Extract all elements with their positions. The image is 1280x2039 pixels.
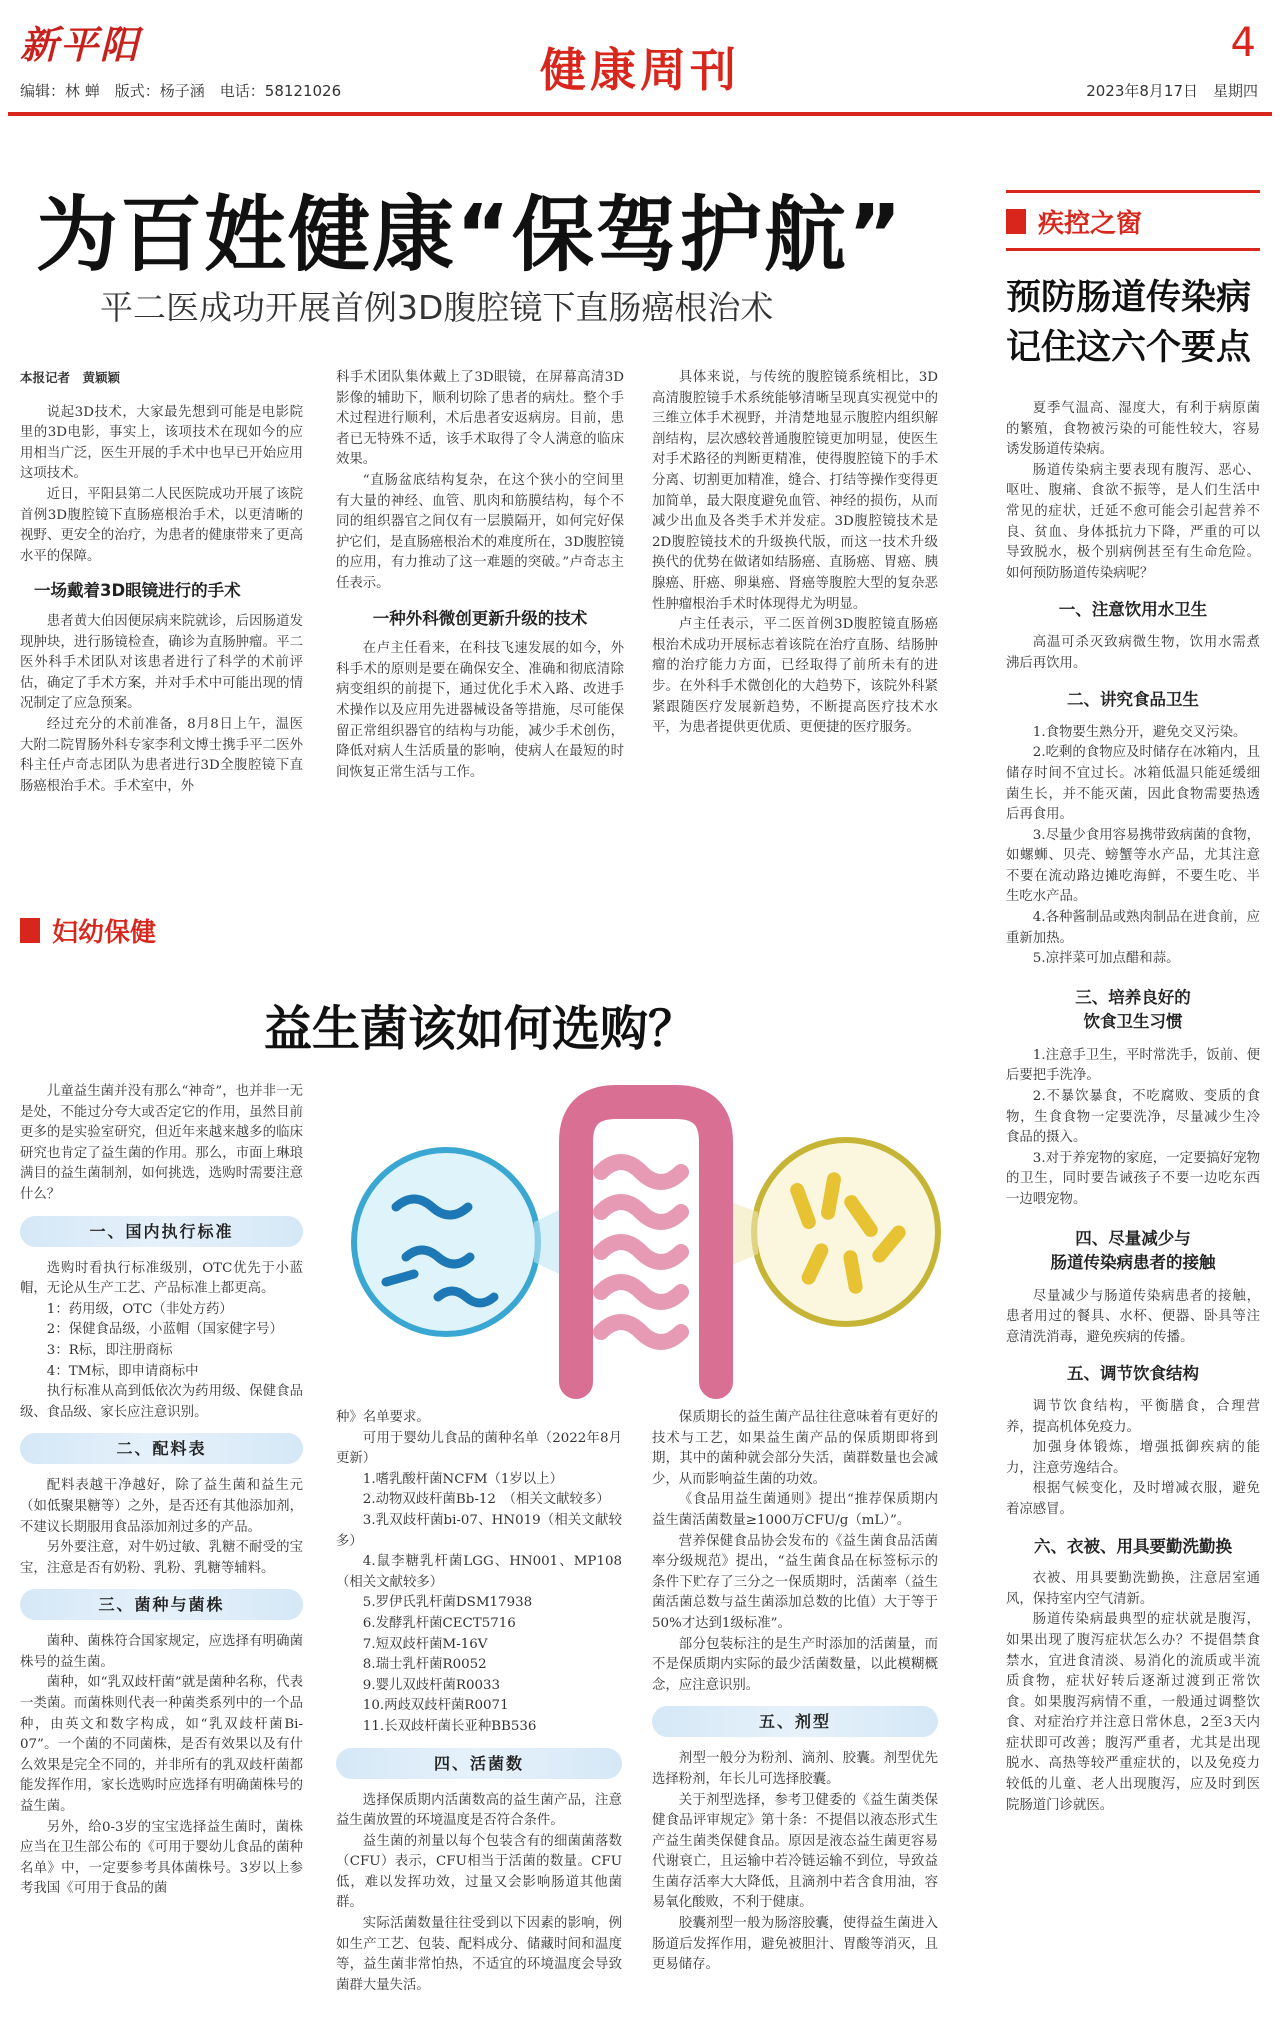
sidebar-heading-3-line-1: 三、培养良好的 bbox=[1075, 987, 1191, 1007]
sidebar-heading-5: 五、调节饮食结构 bbox=[1067, 1364, 1199, 1384]
masthead-rule bbox=[8, 112, 1272, 116]
section-marker bbox=[20, 918, 40, 943]
probiotic-heading-5: 五、剂型 bbox=[652, 1706, 938, 1737]
probiotic-heading-3: 三、菌种与菌株 bbox=[20, 1589, 303, 1620]
sidebar-paragraph: 调节饮食结构，平衡膳食，合理营养，提高机体免疫力。 bbox=[1006, 1398, 1260, 1435]
probiotic-paragraph: 胶囊剂型一般为肠溶胶囊，使得益生菌进入肠道后发挥作用，避免被胆汁、胃酸等消灭，且更易储存。 bbox=[652, 1916, 938, 1973]
sidebar-paragraph: 肠道传染病主要表现有腹泻、恶心、呕吐、腹痛、食欲不振等，是人们生活中常见的症状，迁延不愈可能会引起营养不良、贫血、身体抵抗力下降，严重的可以导致脱水，极个别病例甚至有生命危险。如何预防肠道传染病呢？ bbox=[1006, 462, 1260, 581]
intestine-graphic bbox=[346, 1082, 946, 1402]
sidebar-heading-3 bbox=[1006, 986, 1260, 1034]
strain-item: 8.瑞士乳杆菌R0052 bbox=[362, 1657, 487, 1673]
lead-paragraph: 具体来说，与传统的腹腔镜系统相比，3D高清腹腔镜手术系统能够清晰呈现真实视觉中的三维立体手术视野，并清楚地显示腹腔内组织解剖结构，层次感较普通腹腔镜更加明显，使医生对手术路径的判断更精准，使得腹腔镜下的手术分离、切割更加精准，缝合、打结等操作变得更加简单，最大限度避免血管、神经的损伤，从而减少出血及各类手术并发症。3D腹腔镜技术是2D腹腔镜技术的升级换代版，而这一技术升级换代的优势在做诸如结肠癌、直肠癌、胃癌、胰腺癌、肝癌、卵巢癌、肾癌等腹腔大型的复杂恶性肿瘤根治手术时体现得尤为明显。 bbox=[652, 370, 938, 612]
probiotic-heading-4: 四、活菌数 bbox=[336, 1748, 622, 1779]
probiotic-paragraph: 《食品用益生菌通则》提出“推荐保质期内益生菌活菌数量≥1000万CFU/g（mL）”。 bbox=[652, 1492, 938, 1528]
lead-column-2 bbox=[336, 368, 624, 783]
sidebar-paragraph: 1.食物要生熟分开，避免交叉污染。 bbox=[1032, 724, 1247, 740]
probiotic-paragraph: 关于剂型选择，参考卫健委的《益生菌类保健食品评审规定》第十条：不提倡以液态形式生产益生菌类保健食品。原因是液态益生菌更容易代谢衰亡，且运输中若冷链运输不到位，导致益生菌存活率大大降低，且滴剂中若含食用油，容易氧化酸败，不利于健康。 bbox=[652, 1792, 938, 1911]
sidebar-paragraph: 夏季气温高、湿度大，有利于病原菌的繁殖，食物被污染的可能性较大，容易诱发肠道传染病。 bbox=[1006, 401, 1260, 458]
strain-item: 2.动物双歧杆菌Bb-12 （相关文献较多） bbox=[362, 1492, 610, 1508]
gut-bacteria-illustration bbox=[346, 1082, 946, 1402]
lead-paragraph: 说起3D技术，大家最先想到可能是电影院里的3D电影，事实上，该项技术在现如今的应用相当广泛，医生开展的手术中也早已开始应用这项技术。 bbox=[20, 404, 303, 482]
sidebar-mid-rule bbox=[1006, 248, 1260, 251]
sidebar-paragraph: 2.吃剩的食物应及时储存在冰箱内，且储存时间不宜过长。冰箱低温只能延缓细菌生长，并不能灭菌，因此食物需要热透后再食用。 bbox=[1006, 745, 1260, 823]
sidebar-paragraph: 3.尽量少食用容易携带致病菌的食物，如螺蛳、贝壳、螃蟹等水产品，尤其注意不要在流动路边摊吃海鲜，不要生吃、半生吃水产品。 bbox=[1006, 827, 1260, 905]
sidebar-paragraph: 4.各种酱制品或熟肉制品在进食前，应重新加热。 bbox=[1006, 910, 1260, 946]
strain-item: 7.短双歧杆菌M-16V bbox=[362, 1636, 488, 1652]
sidebar-heading-4-line-1: 四、尽量减少与 bbox=[1075, 1228, 1191, 1248]
sidebar-heading-6: 六、衣被、用具要勤洗勤换 bbox=[1034, 1536, 1232, 1556]
probiotic-paragraph: 可用于婴幼儿食品的菌种名单（2022年8月更新） bbox=[336, 1430, 622, 1467]
probiotic-paragraph: 配料表越干净越好，除了益生菌和益生元（如低聚果糖等）之外，是否还有其他添加剂，不建议长期服用食品添加剂过多的产品。 bbox=[20, 1478, 303, 1535]
sidebar-paragraph: 高温可杀灭致病微生物，饮用水需煮沸后再饮用。 bbox=[1006, 634, 1260, 671]
sidebar-paragraph: 根据气候变化，及时增减衣服，避免着凉感冒。 bbox=[1006, 1481, 1260, 1517]
probiotic-section-title: 妇幼保健 bbox=[52, 918, 157, 948]
probiotic-column-1 bbox=[20, 1082, 303, 1900]
bacteria-circle-left bbox=[354, 1150, 538, 1334]
probiotic-paragraph: 益生菌的剂量以每个包装含有的细菌菌落数（CFU）表示，CFU相当于活菌的数量。CFU低，难以发挥功效，过量又会影响肠道其他菌群。 bbox=[336, 1833, 622, 1911]
probiotic-paragraph: 执行标准从高到低依次为药用级、保健食品级、食品级、家长应注意识别。 bbox=[20, 1384, 303, 1420]
section-marker bbox=[1006, 209, 1026, 234]
probiotic-paragraph: 菌种，如“乳双歧杆菌”就是菌种名称，代表一类菌。而菌株则代表一种菌类系列中的一个品种，由英文和数字构成，如“乳双歧杆菌Bi-07”。一个菌的不同菌株，是否有效果以及有什么效果是完全不同的，并非所有的乳双歧杆菌都能发挥作用，家长选购时应选择有明确菌株号的益生菌。 bbox=[20, 1675, 303, 1815]
lead-subhead-2: 一种外科微创更新升级的技术 bbox=[372, 608, 588, 628]
lead-paragraph: 经过充分的术前准备，8月8日上午，温医大附二院胃肠外科专家李利文博士携手平二医外科主任卢奇志团队为患者进行3D全腹腔镜下直肠癌根治手术。手术室中，外 bbox=[20, 716, 303, 794]
probiotic-paragraph: 4：TM标，即申请商标中 bbox=[46, 1363, 199, 1379]
probiotic-paragraph: 另外要注意，对牛奶过敏、乳糖不耐受的宝宝，注意是否有奶粉、乳粉、乳糖等辅料。 bbox=[20, 1540, 303, 1576]
sidebar-paragraph: 5.凉拌菜可加点醋和蒜。 bbox=[1032, 951, 1180, 967]
sidebar-title-1: 预防肠道传染病 bbox=[1006, 278, 1252, 318]
probiotic-paragraph: 1：药用级，OTC（非处方药） bbox=[46, 1301, 233, 1317]
probiotic-paragraph: 选择保质期内活菌数高的益生菌产品，注意益生菌放置的环境温度是否符合条件。 bbox=[336, 1792, 622, 1829]
issue-date: 2023年8月17日 星期四 bbox=[1086, 82, 1258, 100]
probiotic-paragraph: 2：保健食品级，小蓝帽（国家健字号） bbox=[46, 1322, 283, 1338]
probiotic-heading-1: 一、国内执行标准 bbox=[20, 1216, 303, 1247]
small-intestine bbox=[601, 1162, 681, 1342]
lead-paragraph: 在卢主任看来，在科技飞速发展的如今，外科手术的原则是要在确保安全、准确和彻底清除病变组织的前提下，通过优化手术入路、改进手术操作以及应用先进器械设备等措施，尽可能保留正常组织器官的结构与功能，减少手术创伤，降低对病人生活质量的影响，使病人在最短的时间恢复正常生活与工作。 bbox=[336, 641, 624, 780]
lead-column-3 bbox=[652, 368, 938, 739]
section-masthead: 健康周刊 bbox=[540, 43, 740, 97]
strain-item: 6.发酵乳杆菌CECT5716 bbox=[362, 1615, 516, 1631]
paper-name: 新平阳 bbox=[20, 22, 141, 67]
sidebar-section-header bbox=[1006, 193, 1260, 248]
probiotic-paragraph: 另外，给0-3岁的宝宝选择益生菌时，菌株应当在卫生部公布的《可用于婴幼儿食品的菌种名单》中，一定要参考具体菌株号。3岁以上参考我国《可用于食品的菌 bbox=[20, 1819, 303, 1897]
lead-paragraph: 患者黄大伯因便尿病来院就诊，后因肠道发现肿块，进行肠镜检查，确诊为直肠肿瘤。平二医外科手术团队对该患者进行了科学的术前评估，确定了手术方案，并对手术中可能出现的情况制定了应急预案。 bbox=[20, 613, 303, 712]
editor-line: 编辑：林 蝉 版式：杨子涵 电话：58121026 bbox=[20, 82, 342, 100]
sidebar-paragraph: 肠道传染病最典型的症状就是腹泻，如果出现了腹泻症状怎么办？不提倡禁食禁水，宜进食清淡、易消化的流质或半流质食物，症状好转后逐渐过渡到正常饮食。如果腹泻病情不重，一般通过调整饮食、对症治疗并注意日常休息，2至3天内症状即可改善；腹泻严重者，尤其是出现脱水、高热等较严重症状的，以及免疫力较低的儿童、老人出现腹泻，应及时到医院肠道门诊就医。 bbox=[1006, 1612, 1260, 1813]
lead-subhead-1: 一场戴着3D眼镜进行的手术 bbox=[34, 581, 241, 601]
lead-paragraph: 科手术团队集体戴上了3D眼镜，在屏幕高清3D影像的辅助下，顺利切除了患者的病灶。整个手术过程进行顺利，术后患者安返病房。目前，患者已无特殊不适，该手术取得了令人满意的临床效果。 bbox=[336, 370, 624, 468]
lead-column-1 bbox=[20, 368, 303, 797]
lead-paragraph: 卢主任表示，平二医首例3D腹腔镜直肠癌根治术成功开展标志着该院在治疗直肠、结肠肿瘤的治疗能力方面，已经取得了前所未有的进步。在外科手术微创化的大趋势下，该院外科紧紧跟随医疗发展新趋势，不断提高医疗技术水平，为患者提供更优质、更便捷的医疗服务。 bbox=[652, 617, 938, 736]
probiotic-paragraph: 实际活菌数量往往受到以下因素的影响，例如生产工艺、包装、配料成分、储藏时间和温度等，益生菌非常怕热，不适宜的环境温度会导致菌群大量失活。 bbox=[336, 1916, 622, 1993]
probiotic-paragraph: 种》名单要求。 bbox=[336, 1410, 430, 1425]
sidebar-paragraph: 2.不暴饮暴食，不吃腐败、变质的食物，生食食物一定要洗净，尽量减少生冷食品的摄入。 bbox=[1006, 1089, 1260, 1146]
probiotic-paragraph: 选购时看执行标准级别，OTC优先于小蓝帽，无论从生产工艺、产品标准上都更高。 bbox=[20, 1260, 303, 1297]
lead-headline: 为百姓健康“保驾护航” bbox=[36, 188, 904, 283]
lead-paragraph: “直肠盆底结构复杂，在这个狭小的空间里有大量的神经、血管、肌肉和筋膜结构，每个不同的组织器官之间仅有一层膜隔开，如何完好保护它们，是直肠癌根治术的难度所在，3D腹腔镜的应用，有力推动了这一难题的突破。”卢奇志主任表示。 bbox=[336, 472, 624, 591]
strain-item: 4.鼠李糖乳杆菌LGG、HN001、MP108（相关文献较多） bbox=[336, 1554, 622, 1590]
strain-item: 3.乳双歧杆菌bi-07、HN019（相关文献较多） bbox=[336, 1512, 622, 1549]
sidebar-body bbox=[1006, 399, 1260, 1816]
probiotic-heading-2: 二、配料表 bbox=[20, 1433, 303, 1464]
sidebar-paragraph: 衣被、用具要勤洗勤换，注意居室通风，保持室内空气清新。 bbox=[1006, 1571, 1260, 1607]
probiotic-paragraph: 菌种、菌株符合国家规定，应选择有明确菌株号的益生菌。 bbox=[20, 1634, 303, 1670]
probiotic-paragraph: 营养保健食品协会发布的《益生菌食品活菌率分级规范》提出，“益生菌食品在标签标示的条件下贮存了三分之一保质期时，活菌率（益生菌活菌总数与益生菌添加总数的比值）大于等于50%才达到1级标准”。 bbox=[652, 1533, 938, 1631]
lead-paragraph: 近日，平阳县第二人民医院成功开展了该院首例3D腹腔镜下直肠癌根治手术，以更清晰的视野、更安全的治疗，为患者的健康带来了更高水平的保障。 bbox=[20, 486, 303, 564]
bacteria-circle-right bbox=[754, 1140, 938, 1324]
strain-item: 1.嗜乳酸杆菌NCFM（1岁以上） bbox=[362, 1471, 563, 1487]
probiotic-paragraph: 保质期长的益生菌产品往往意味着有更好的技术与工艺，如果益生菌产品的保质期即将到期，其中的菌种就会部分失活，菌群数量也会减少，从而影响益生菌的功效。 bbox=[652, 1410, 938, 1487]
lead-subheadline: 平二医成功开展首例3D腹腔镜下直肠癌根治术 bbox=[100, 288, 774, 327]
strain-item: 5.罗伊氏乳杆菌DSM17938 bbox=[362, 1595, 533, 1611]
probiotic-column-2 bbox=[336, 1408, 622, 1996]
sidebar-title-2: 记住这六个要点 bbox=[1006, 328, 1252, 368]
probiotic-paragraph: 部分包装标注的是生产时添加的活菌量，而不是保质期内实际的最少活菌数量，以此模糊概念，应注意识别。 bbox=[652, 1636, 938, 1693]
sidebar-heading-3-line-2: 饮食卫生习惯 bbox=[1083, 1011, 1183, 1031]
sidebar-heading-4 bbox=[1006, 1227, 1260, 1275]
sidebar-paragraph: 加强身体锻炼，增强抵御疾病的能力，注意劳逸结合。 bbox=[1006, 1440, 1260, 1476]
byline: 本报记者 黄颖颖 bbox=[20, 370, 121, 385]
probiotic-paragraph: 3：R标，即注册商标 bbox=[46, 1342, 173, 1358]
sidebar-paragraph: 尽量减少与肠道传染病患者的接触，患者用过的餐具、水杯、便器、卧具等注意清洗消毒，避免疾病的传播。 bbox=[1006, 1288, 1260, 1345]
sidebar-section-title: 疾控之窗 bbox=[1038, 209, 1143, 239]
page-number: 4 bbox=[1230, 20, 1256, 66]
strain-item: 11.长双歧杆菌长亚种BB536 bbox=[362, 1718, 537, 1734]
probiotic-column-3 bbox=[652, 1408, 938, 1976]
probiotic-headline: 益生菌该如何选购？ bbox=[263, 1001, 696, 1057]
sidebar-heading-2: 二、讲究食品卫生 bbox=[1067, 690, 1199, 710]
probiotic-paragraph: 剂型一般分为粉剂、滴剂、胶囊。剂型优先选择粉剂，年长儿可选择胶囊。 bbox=[652, 1751, 938, 1787]
probiotic-section-header bbox=[20, 912, 156, 949]
sidebar-heading-4-line-2: 肠道传染病患者的接触 bbox=[1050, 1252, 1216, 1272]
strain-item: 9.婴儿双歧杆菌R0033 bbox=[362, 1677, 501, 1693]
sidebar-paragraph: 1.注意手卫生，平时常洗手，饭前、便后要把手洗净。 bbox=[1006, 1047, 1260, 1084]
probiotic-paragraph: 儿童益生菌并没有那么“神奇”，也并非一无是处，不能过分夸大或否定它的作用，虽然目前更多的是实验室研究，但近年来越来越多的临床研究也肯定了益生菌的作用。那么，市面上琳琅满目的益生菌制剂，如何挑选，选购时需要注意什么？ bbox=[20, 1084, 303, 1202]
strain-item: 10.两歧双歧杆菌R0071 bbox=[362, 1698, 509, 1714]
sidebar bbox=[1006, 190, 1260, 1816]
sidebar-paragraph: 3.对于养宠物的家庭，一定要搞好宠物的卫生，同时要告诫孩子不要一边吃东西一边喂宠物。 bbox=[1006, 1150, 1260, 1207]
sidebar-heading-1: 一、注意饮用水卫生 bbox=[1058, 600, 1208, 620]
